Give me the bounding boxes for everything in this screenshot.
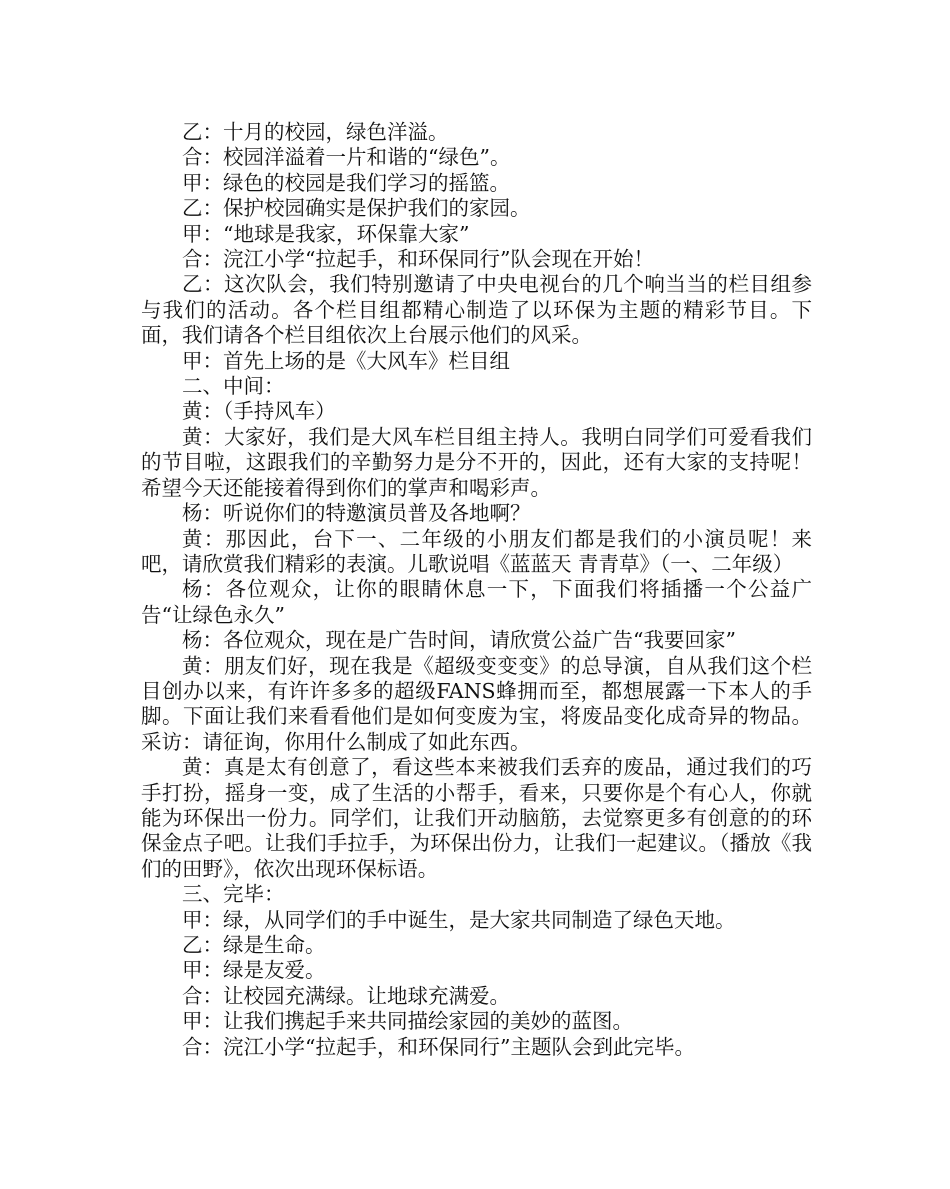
script-line: 合：校园洋溢着一片和谐的“绿色”。 xyxy=(182,145,511,170)
script-line: 乙：保护校园确实是保护我们的家园。 xyxy=(182,196,531,221)
script-line: 甲：绿，从同学们的手中诞生，是大家共同制造了绿色天地。 xyxy=(182,907,736,932)
script-line: 杨：听说你们的特邀演员普及各地啊？ xyxy=(182,501,531,526)
script-line: 杨：各位观众，让你的眼睛休息一下，下面我们将插播一个公益广告“让绿色永久” xyxy=(141,577,812,627)
script-line: 杨：各位观众，现在是广告时间，请欣赏公益广告“我要回家” xyxy=(182,628,736,653)
script-line: 甲：让我们携起手来共同描绘家园的美妙的蓝图。 xyxy=(182,1009,633,1034)
script-line: 黄：朋友们好，现在我是《超级变变变》的总导演，自从我们这个栏目创办以来，有许许多多的超级FANS蜂拥而至，都想展露一下本人的手脚。下面让我们来看看他们是如何变废为宝，将废品变化成奇异的物品。采访：请征询，你用什么制成了如此东西。 xyxy=(141,653,812,754)
section-heading: 三、完毕： xyxy=(182,882,285,907)
script-line: 合：浣江小学“拉起手，和环保同行”主题队会到此完毕。 xyxy=(182,1034,695,1059)
script-line: 乙：十月的校园，绿色洋溢。 xyxy=(182,120,449,144)
script-line: 乙：这次队会，我们特别邀请了中央电视台的几个响当当的栏目组参与我们的活动。各个栏目组都精心制造了以环保为主题的精彩节目。下面，我们请各个栏目组依次上台展示他们的风采。 xyxy=(141,272,812,348)
script-line: 甲：首先上场的是《大风车》栏目组 xyxy=(182,348,510,373)
section-heading: 二、中间： xyxy=(182,374,285,399)
document-body xyxy=(141,120,812,1060)
script-line: 黄：真是太有创意了，看这些本来被我们丢弃的废品，通过我们的巧手打扮，摇身一变，成了生活的小帮手，看来，只要你是个有心人，你就能为环保出一份力。同学们，让我们开动脑筋，去觉察更多有创意的的环保金点子吧。让我们手拉手，为环保出份力，让我们一起建议。（播放《我们的田野》，依次出现环保标语。 xyxy=(141,755,812,881)
script-line: 甲：绿色的校园是我们学习的摇篮。 xyxy=(182,170,510,195)
script-line: 黄：（手持风车） xyxy=(182,399,336,424)
script-line: 黄：那因此，台下一、二年级的小朋友们都是我们的小演员呢！来吧，请欣赏我们精彩的表演。儿歌说唱《蓝蓝天 青青草》（一、二年级） xyxy=(141,526,812,576)
script-line: 合：让校园充满绿。让地球充满爱。 xyxy=(182,983,510,1008)
script-line: 甲：绿是友爱。 xyxy=(182,958,326,983)
script-line: 黄：大家好，我们是大风车栏目组主持人。我明白同学们可爱看我们的节目啦，这跟我们的辛勤努力是分不开的，因此，还有大家的支持呢！希望今天还能接着得到你们的掌声和喝彩声。 xyxy=(141,424,812,500)
script-line: 合：浣江小学“拉起手，和环保同行”队会现在开始！ xyxy=(182,247,654,272)
script-line: 甲：“地球是我家，环保靠大家” xyxy=(182,221,470,246)
script-line: 乙：绿是生命。 xyxy=(182,933,326,957)
